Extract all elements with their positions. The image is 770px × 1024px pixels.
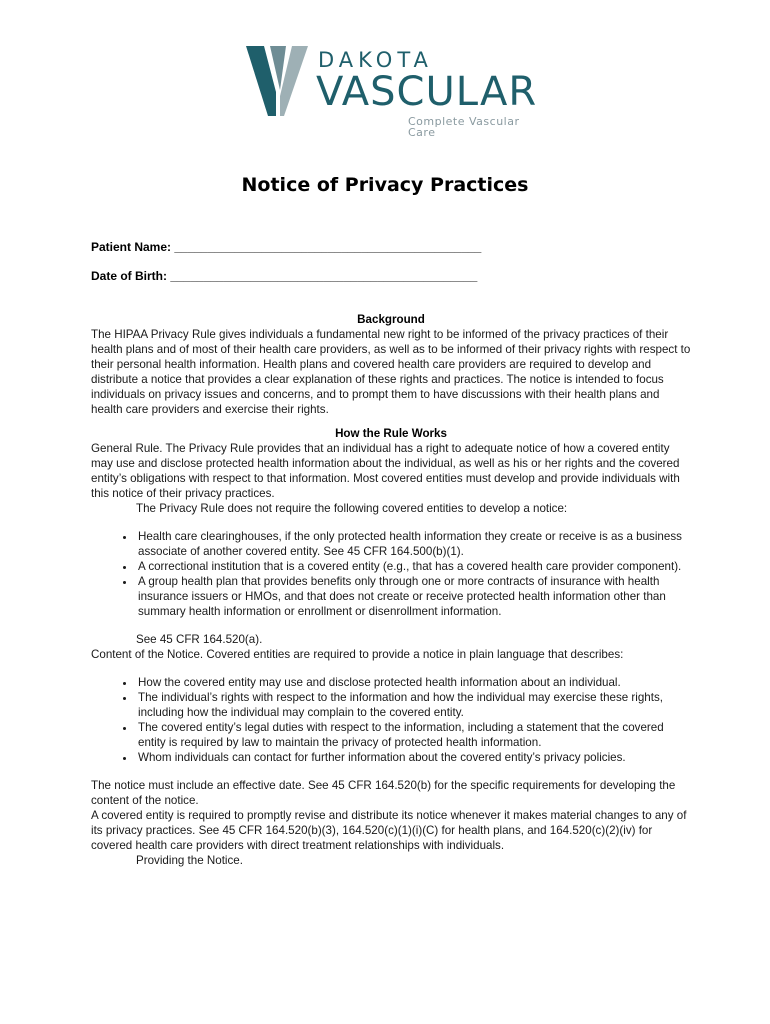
list-item: • How the covered entity may use and disclose protected health information about an individual. (136, 675, 691, 690)
date-of-birth-field: Date of Birth: ______________________________________________ (91, 269, 478, 283)
list-item: • A correctional institution that is a covered entity (e.g., that has a covered health care provider component). (136, 559, 691, 574)
content-of-notice-intro: Content of the Notice. Covered entities are required to provide a notice in plain language that describes: (91, 648, 624, 661)
dakota-vascular-v-logo-icon (246, 44, 310, 118)
list-item: • The covered entity’s legal duties with respect to the information, including a statement that the covered entity is required by law to maintain the privacy of protected health information. (136, 720, 691, 750)
exemptions-intro: The Privacy Rule does not require the following covered entities to develop a notice: (136, 502, 568, 515)
document-body (91, 312, 691, 868)
effective-date-text: The notice must include an effective date. See 45 CFR 164.520(b) for the specific requirements for developing the content of the notice. (91, 779, 676, 807)
logo-top-text: DAKOTA (318, 48, 433, 72)
background-heading: Background (357, 313, 425, 326)
general-rule-text: General Rule. The Privacy Rule provides that an individual has a right to adequate notice of how a covered entity may use and disclose protected health information about the individual, as well as his or her rights and the covered entity’s obligations with respect to that information. Most covered entities must develop and provide individuals with this notice of their privacy practices. (91, 442, 680, 500)
exemptions-list (91, 529, 691, 619)
logo-tagline: Complete Vascular Care (408, 115, 520, 139)
list-item: • A group health plan that provides benefits only through one or more contracts of insurance with health insurance issuers or HMOs, and that does not create or receive protected health information other than summary health information or enrollment or disenrollment information. (136, 574, 691, 619)
logo-main-text: VASCULAR (316, 69, 538, 115)
page-title: Notice of Privacy Practices (241, 174, 529, 196)
patient-name-field: Patient Name: ______________________________________________ (91, 240, 482, 254)
background-text: The HIPAA Privacy Rule gives individuals a fundamental new right to be informed of the privacy practices of their health plans and of most of their health care providers, as well as to be informed of their privacy rights with respect to their personal health information. Health plans and covered health care providers are required to develop and distribute a notice that provides a clear explanation of these rights and practices. The notice is intended to focus individuals on privacy issues and concerns, and to prompt them to have discussions with their health plans and health care providers and exercise their rights. (91, 328, 691, 416)
how-rule-works-heading: How the Rule Works (335, 427, 447, 440)
providing-notice-heading: Providing the Notice. (136, 854, 243, 867)
company-logo (246, 44, 538, 139)
list-item: • Health care clearinghouses, if the only protected health information they create or receive is as a business associate of another covered entity. See 45 CFR 164.500(b)(1). (136, 529, 691, 559)
see-reference: See 45 CFR 164.520(a). (136, 633, 263, 646)
list-item: • The individual’s rights with respect to the information and how the individual may exercise these rights, including how the individual may complain to the covered entity. (136, 690, 691, 720)
list-item: • Whom individuals can contact for further information about the covered entity’s privacy policies. (136, 750, 691, 765)
content-list (91, 675, 691, 765)
revise-notice-text: A covered entity is required to promptly revise and distribute its notice whenever it makes material changes to any of its privacy practices. See 45 CFR 164.520(b)(3), 164.520(c)(1)(i)(C) for health plans, and 164.520(c)(2)(iv) for covered health care providers with direct treatment relationships with individuals. (91, 809, 687, 852)
